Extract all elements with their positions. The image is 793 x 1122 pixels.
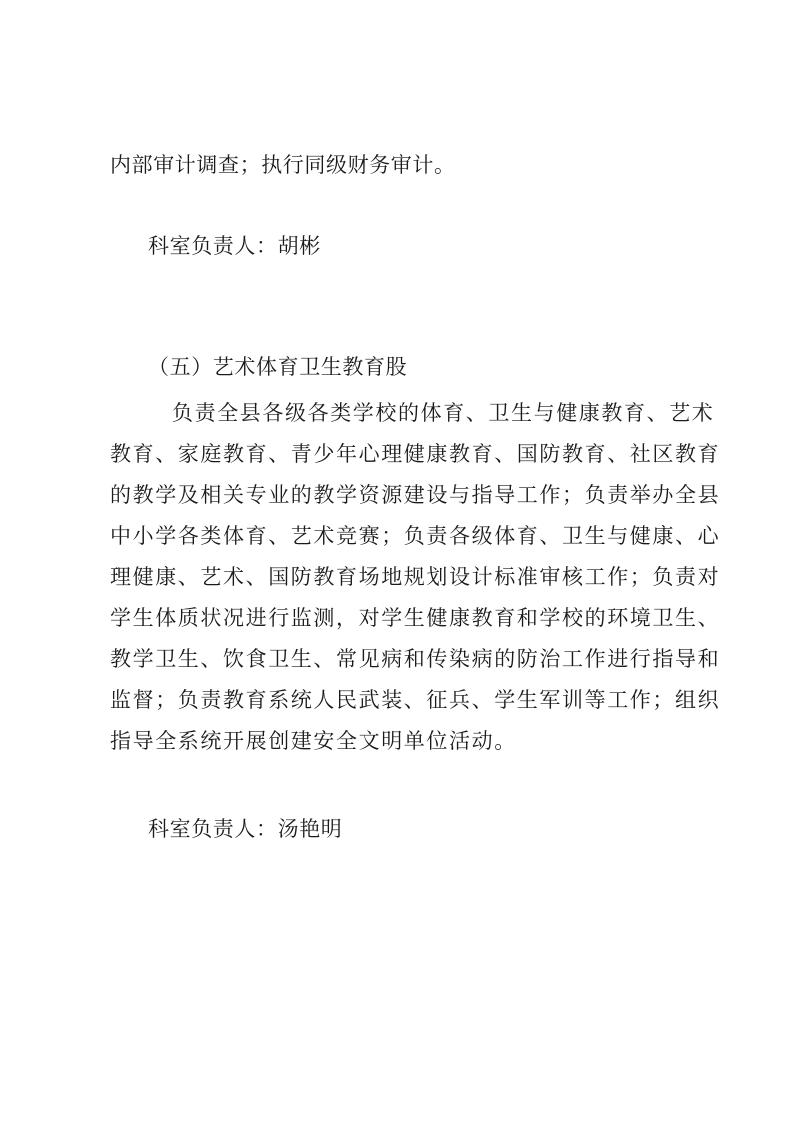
paragraph-line: 负责全县各级各类学校的体育、卫生与健康教育、艺术 (172, 401, 715, 425)
paragraph-line: 监督；负责教育系统人民武装、征兵、学生军训等工作；组织 (110, 688, 721, 712)
continuation-text: 内部审计调查；执行同级财务审计。 (110, 153, 456, 177)
section-heading: （五）艺术体育卫生教育股 (148, 355, 408, 379)
paragraph-line: 教育、家庭教育、青少年心理健康教育、国防教育、社区教育 (110, 442, 721, 466)
responsible-label: 科室负责人： (148, 234, 278, 258)
responsible-person-1 (148, 232, 321, 260)
responsible-name: 胡彬 (277, 234, 321, 258)
responsible-name: 汤艳明 (277, 817, 343, 841)
paragraph-line: 教学卫生、饮食卫生、常见病和传染病的防治工作进行指导和 (110, 647, 721, 671)
paragraph-line: 的教学及相关专业的教学资源建设与指导工作；负责举办全县 (110, 483, 721, 507)
responsible-person-2 (148, 815, 342, 843)
paragraph-line: 学生体质状况进行监测，对学生健康教育和学校的环境卫生、 (110, 606, 721, 630)
paragraph-line: 理健康、艺术、国防教育场地规划设计标准审核工作；负责对 (110, 565, 721, 589)
paragraph-line: 指导全系统开展创建安全文明单位活动。 (110, 729, 517, 753)
paragraph-line: 中小学各类体育、艺术竞赛；负责各级体育、卫生与健康、心 (110, 524, 721, 548)
responsible-label: 科室负责人： (148, 817, 278, 841)
